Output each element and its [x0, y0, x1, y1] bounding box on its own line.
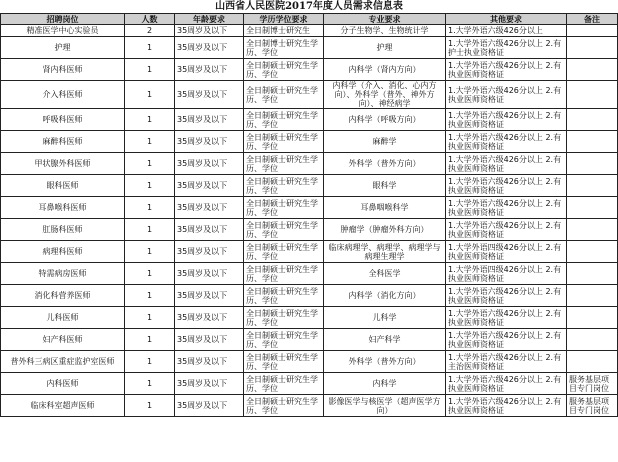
table-row	[1, 197, 618, 219]
cell-age: 35周岁及以下	[175, 131, 244, 153]
cell-education: 全日制硕士研究生学历、学位	[244, 329, 324, 351]
cell-note	[567, 351, 618, 373]
cell-other: 1.大学外语六级426分以上 2.有执业医师资格证	[446, 395, 567, 417]
cell-age: 35周岁及以下	[175, 25, 244, 37]
cell-major: 肿瘤学（肿瘤外科方向）	[324, 219, 446, 241]
cell-count: 1	[125, 307, 175, 329]
cell-post: 耳鼻喉科医师	[1, 197, 125, 219]
cell-count: 1	[125, 351, 175, 373]
cell-other: 1.大学外语六级426分以上 2.有执业医师资格证	[446, 307, 567, 329]
cell-education: 全日制博士研究生	[244, 25, 324, 37]
cell-note	[567, 153, 618, 175]
cell-education: 全日制硕士研究生学历、学位	[244, 285, 324, 307]
header-age: 年龄要求	[175, 14, 244, 25]
cell-major: 妇产科学	[324, 329, 446, 351]
table-row	[1, 131, 618, 153]
cell-age: 35周岁及以下	[175, 175, 244, 197]
cell-post: 眼科医师	[1, 175, 125, 197]
cell-education: 全日制硕士研究生学历、学位	[244, 153, 324, 175]
cell-note	[567, 329, 618, 351]
cell-age: 35周岁及以下	[175, 37, 244, 59]
cell-major: 分子生物学、生物统计学	[324, 25, 446, 37]
table-row	[1, 351, 618, 373]
header-education: 学历学位要求	[244, 14, 324, 25]
cell-education: 全日制硕士研究生学历、学位	[244, 175, 324, 197]
cell-education: 全日制硕士研究生学历、学位	[244, 373, 324, 395]
cell-education: 全日制硕士研究生学历、学位	[244, 197, 324, 219]
cell-note	[567, 81, 618, 109]
header-major: 专业要求	[324, 14, 446, 25]
cell-age: 35周岁及以下	[175, 81, 244, 109]
cell-age: 35周岁及以下	[175, 197, 244, 219]
table-row	[1, 307, 618, 329]
cell-count: 1	[125, 37, 175, 59]
table-row	[1, 81, 618, 109]
cell-age: 35周岁及以下	[175, 373, 244, 395]
table-row	[1, 395, 618, 417]
cell-age: 35周岁及以下	[175, 395, 244, 417]
cell-other: 1.大学外语六级426分以上 2.有执业医师资格证	[446, 219, 567, 241]
cell-other: 1.大学外语六级426分以上 2.有执业医师资格证	[446, 197, 567, 219]
cell-post: 儿科医师	[1, 307, 125, 329]
cell-other: 1.大学外语六级426分以上	[446, 25, 567, 37]
cell-post: 消化科营养医师	[1, 285, 125, 307]
table-body	[1, 25, 618, 417]
cell-major: 内科学（介入、消化、心内方向）、外科学（普外、神外方向）、神经病学	[324, 81, 446, 109]
cell-post: 肛肠科医师	[1, 219, 125, 241]
cell-post: 麻醉科医师	[1, 131, 125, 153]
cell-count: 1	[125, 241, 175, 263]
cell-major: 内科学（呼吸方向）	[324, 109, 446, 131]
cell-count: 1	[125, 153, 175, 175]
cell-count: 1	[125, 263, 175, 285]
table-row	[1, 37, 618, 59]
cell-other: 1.大学外语六级426分以上 2.有执业医师资格证	[446, 131, 567, 153]
cell-age: 35周岁及以下	[175, 59, 244, 81]
table-header-row	[1, 14, 618, 25]
cell-other: 1.大学外语六级426分以上 2.有执业医师资格证	[446, 285, 567, 307]
cell-post: 介入科医师	[1, 81, 125, 109]
header-note: 备注	[567, 14, 618, 25]
cell-count: 1	[125, 373, 175, 395]
cell-count: 1	[125, 197, 175, 219]
cell-major: 全科医学	[324, 263, 446, 285]
cell-note	[567, 131, 618, 153]
cell-post: 内科医师	[1, 373, 125, 395]
cell-note: 服务基层项目专门岗位	[567, 395, 618, 417]
cell-major: 外科学（普外方向）	[324, 153, 446, 175]
cell-other: 1.大学外语六级426分以上 2.有执业医师资格证	[446, 329, 567, 351]
cell-age: 35周岁及以下	[175, 351, 244, 373]
cell-count: 1	[125, 285, 175, 307]
cell-note	[567, 25, 618, 37]
cell-note: 服务基层项目专门岗位	[567, 373, 618, 395]
table-row	[1, 373, 618, 395]
cell-education: 全日制硕士研究生学历、学位	[244, 59, 324, 81]
cell-other: 1.大学外语六级426分以上 2.有主治医师资格证	[446, 351, 567, 373]
header-post: 招聘岗位	[1, 14, 125, 25]
cell-major: 护理	[324, 37, 446, 59]
cell-other: 1.大学外语六级426分以上 2.有执业医师资格证	[446, 81, 567, 109]
cell-post: 普外科三病区重症监护室医师	[1, 351, 125, 373]
cell-education: 全日制硕士研究生学历、学位	[244, 131, 324, 153]
cell-note	[567, 307, 618, 329]
cell-note	[567, 263, 618, 285]
cell-other: 1.大学外语六级426分以上 2.有执业医师资格证	[446, 109, 567, 131]
cell-education: 全日制硕士研究生学历、学位	[244, 81, 324, 109]
cell-count: 1	[125, 59, 175, 81]
table-row	[1, 109, 618, 131]
table-row	[1, 25, 618, 37]
cell-age: 35周岁及以下	[175, 241, 244, 263]
cell-education: 全日制博士研究生学历、学位	[244, 37, 324, 59]
cell-age: 35周岁及以下	[175, 263, 244, 285]
cell-major: 耳鼻咽喉科学	[324, 197, 446, 219]
cell-other: 1.大学外语六级426分以上 2.有执业医师资格证	[446, 153, 567, 175]
cell-other: 1.大学外语四级426分以上 2.有执业医师资格证	[446, 241, 567, 263]
cell-post: 精准医学中心实验员	[1, 25, 125, 37]
cell-major: 外科学（普外方向）	[324, 351, 446, 373]
cell-major: 内科学（肾内方向）	[324, 59, 446, 81]
cell-note	[567, 219, 618, 241]
cell-post: 特需病房医师	[1, 263, 125, 285]
cell-education: 全日制硕士研究生学历、学位	[244, 351, 324, 373]
cell-other: 1.大学外语六级426分以上 2.有执业医师资格证	[446, 59, 567, 81]
table-row	[1, 175, 618, 197]
cell-major: 内科学	[324, 373, 446, 395]
cell-education: 全日制硕士研究生学历、学位	[244, 109, 324, 131]
cell-post: 病理科医师	[1, 241, 125, 263]
header-other: 其他要求	[446, 14, 567, 25]
cell-note	[567, 285, 618, 307]
cell-note	[567, 59, 618, 81]
cell-major: 影像医学与核医学（超声医学方向）	[324, 395, 446, 417]
cell-other: 1.大学外语六级426分以上 2.有护士执业资格证	[446, 37, 567, 59]
cell-age: 35周岁及以下	[175, 219, 244, 241]
cell-major: 内科学（消化方向）	[324, 285, 446, 307]
cell-count: 1	[125, 395, 175, 417]
cell-education: 全日制硕士研究生学历、学位	[244, 307, 324, 329]
cell-count: 1	[125, 219, 175, 241]
cell-other: 1.大学外语四级426分以上 2.有执业医师资格证	[446, 263, 567, 285]
cell-note	[567, 241, 618, 263]
table-row	[1, 329, 618, 351]
cell-major: 临床病理学、病理学、病理学与病理生理学	[324, 241, 446, 263]
cell-post: 肾内科医师	[1, 59, 125, 81]
cell-other: 1.大学外语六级426分以上 2.有执业医师资格证	[446, 373, 567, 395]
cell-post: 护理	[1, 37, 125, 59]
cell-post: 呼吸科医师	[1, 109, 125, 131]
cell-age: 35周岁及以下	[175, 285, 244, 307]
cell-major: 眼科学	[324, 175, 446, 197]
cell-note	[567, 175, 618, 197]
cell-post: 临床科室超声医师	[1, 395, 125, 417]
cell-note	[567, 197, 618, 219]
cell-note	[567, 109, 618, 131]
cell-note	[567, 37, 618, 59]
table-row	[1, 285, 618, 307]
cell-age: 35周岁及以下	[175, 153, 244, 175]
table-row	[1, 241, 618, 263]
cell-count: 1	[125, 109, 175, 131]
cell-count: 1	[125, 81, 175, 109]
cell-major: 麻醉学	[324, 131, 446, 153]
cell-age: 35周岁及以下	[175, 329, 244, 351]
table-row	[1, 263, 618, 285]
cell-education: 全日制硕士研究生学历、学位	[244, 241, 324, 263]
header-count: 人数	[125, 14, 175, 25]
table-row	[1, 219, 618, 241]
table-row	[1, 153, 618, 175]
cell-age: 35周岁及以下	[175, 307, 244, 329]
recruitment-table	[0, 13, 618, 417]
cell-major: 儿科学	[324, 307, 446, 329]
cell-count: 1	[125, 329, 175, 351]
cell-education: 全日制硕士研究生学历、学位	[244, 263, 324, 285]
cell-count: 1	[125, 175, 175, 197]
cell-count: 1	[125, 131, 175, 153]
cell-education: 全日制硕士研究生学历、学位	[244, 219, 324, 241]
cell-education: 全日制硕士研究生学历、学位	[244, 395, 324, 417]
cell-count: 2	[125, 25, 175, 37]
cell-post: 甲状腺外科医师	[1, 153, 125, 175]
page-title: 山西省人民医院2017年度人员需求信息表	[215, 1, 403, 12]
cell-age: 35周岁及以下	[175, 109, 244, 131]
cell-other: 1.大学外语六级426分以上 2.有执业医师资格证	[446, 175, 567, 197]
cell-post: 妇产科医师	[1, 329, 125, 351]
table-row	[1, 59, 618, 81]
